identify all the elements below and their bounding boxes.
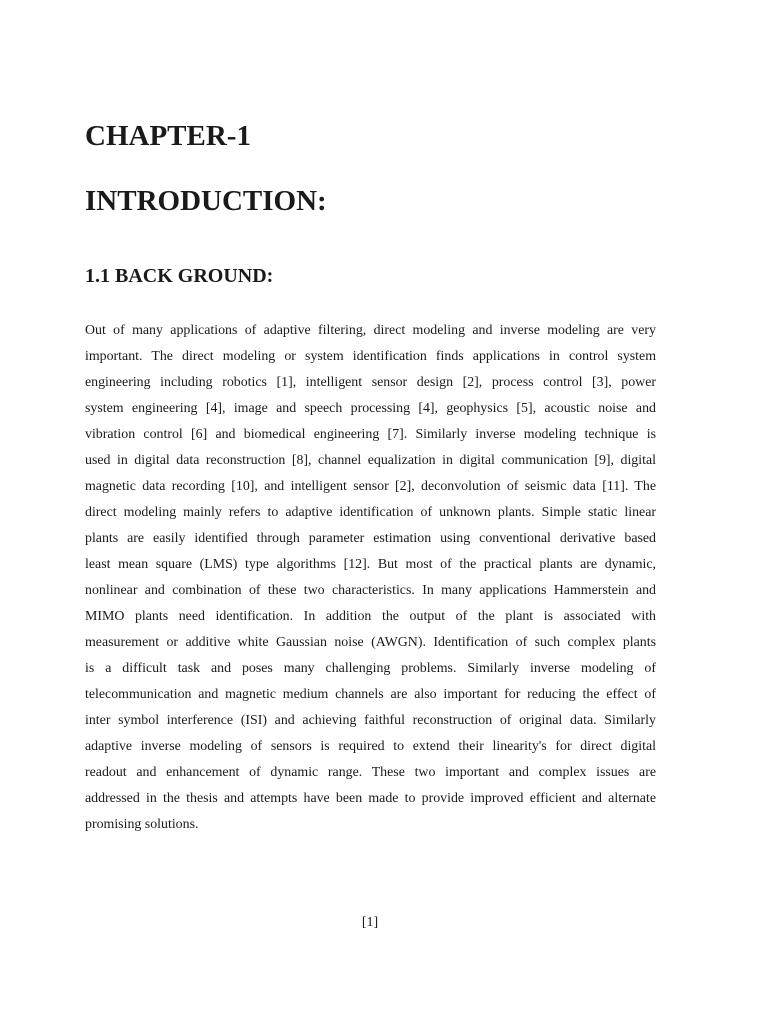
body-line: least mean square (LMS) type algorithms [12]. But most of the practical plants are dynamic,: [85, 557, 656, 572]
body-line: magnetic data recording [10], and intelligent sensor [2], deconvolution of seismic data [11]. The: [85, 479, 656, 494]
body-line: telecommunication and magnetic medium channels are also important for reducing the effect of: [85, 687, 656, 702]
body-line: inter symbol interference (ISI) and achieving faithful reconstruction of original data. Similarly: [85, 713, 656, 728]
body-line: MIMO plants need identification. In addition the output of the plant is associated with: [85, 609, 656, 624]
section-heading: 1.1 BACK GROUND:: [85, 265, 274, 287]
page-number: [1]: [361, 915, 379, 930]
chapter-heading: CHAPTER-1: [85, 120, 251, 152]
body-line: engineering including robotics [1], intelligent sensor design [2], process control [3], power: [85, 375, 656, 390]
body-line: adaptive inverse modeling of sensors is required to extend their linearity's for direct digital: [85, 739, 656, 754]
body-line: promising solutions.: [85, 817, 199, 832]
body-line: direct modeling mainly refers to adaptive identification of unknown plants. Simple static linear: [85, 505, 656, 520]
body-line: used in digital data reconstruction [8], channel equalization in digital communication [9], digital: [85, 453, 656, 468]
body-line: measurement or additive white Gaussian noise (AWGN). Identification of such complex plants: [85, 635, 656, 650]
body-line: important. The direct modeling or system identification finds applications in control system: [85, 349, 656, 364]
body-line: is a difficult task and poses many challenging problems. Similarly inverse modeling of: [85, 661, 656, 676]
body-line: nonlinear and combination of these two characteristics. In many applications Hammerstein and: [85, 583, 656, 598]
chapter-title: INTRODUCTION:: [85, 185, 327, 217]
body-line: addressed in the thesis and attempts have been made to provide improved efficient and alternate: [85, 791, 656, 806]
body-line: plants are easily identified through parameter estimation using conventional derivative based: [85, 531, 656, 546]
body-paragraph: [85, 318, 656, 838]
body-line: Out of many applications of adaptive filtering, direct modeling and inverse modeling are very: [85, 323, 656, 338]
body-line: vibration control [6] and biomedical engineering [7]. Similarly inverse modeling technique is: [85, 427, 656, 442]
body-line: readout and enhancement of dynamic range. These two important and complex issues are: [85, 765, 656, 780]
body-line: system engineering [4], image and speech processing [4], geophysics [5], acoustic noise and: [85, 401, 656, 416]
